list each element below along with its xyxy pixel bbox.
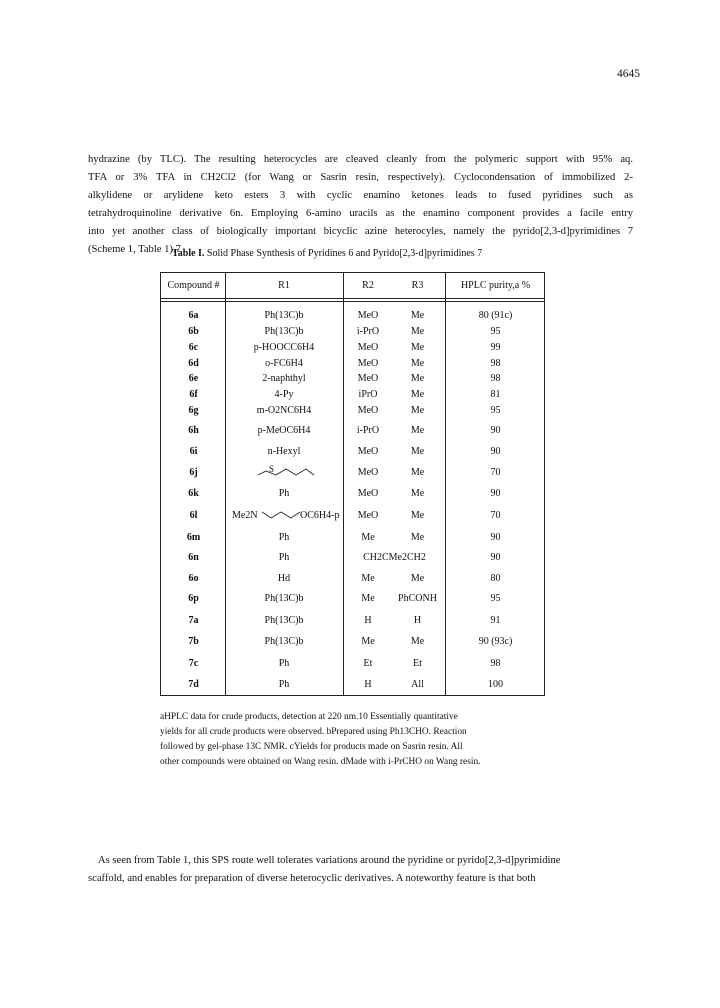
hplc-cell: 100: [488, 679, 503, 690]
compound-cell: 6e: [188, 373, 199, 384]
intro-line: alkylidene or arylidene keto esters 3 with cyclic enamino ketones leads to fused pyridines such as: [88, 190, 633, 201]
hplc-cell: 70: [490, 467, 501, 478]
r1-cell: Ph(13C)b: [264, 593, 304, 604]
r1-cell: o-FC6H4: [265, 358, 303, 369]
footnote-line: other compounds were obtained on Wang resin. dMade with i-PrCHO on Wang resin.: [160, 757, 481, 767]
r3-cell: Me: [410, 310, 425, 321]
r2-cell: MeO: [357, 310, 379, 321]
intro-line: hydrazine (by TLC). The resulting heterocycles are cleaved cleanly from the polymeric support with 95% aq.: [88, 154, 633, 165]
hplc-cell: 95: [490, 326, 501, 337]
compound-cell: 6h: [188, 425, 199, 436]
r2-cell: i-PrO: [356, 326, 380, 337]
hplc-cell: 99: [490, 342, 501, 353]
closing-line: scaffold, and enables for preparation of diverse heterocyclic derivatives. A noteworthy feature is that both: [88, 873, 536, 884]
r2-cell: Me: [361, 532, 375, 543]
r2-cell: MeO: [357, 342, 379, 353]
r1-cell: Ph(13C)b: [264, 615, 304, 626]
hplc-cell: 95: [490, 593, 501, 604]
r1-cell-left: Me2N: [232, 510, 258, 521]
r1-cell: 2-naphthyl: [262, 373, 306, 384]
r2-cell: i-PrO: [356, 425, 380, 436]
compound-cell: 7d: [188, 679, 199, 690]
thioether-chain-icon: [256, 463, 316, 479]
header-r2: R2: [362, 280, 374, 291]
hplc-cell: 90: [490, 532, 501, 543]
r3-cell: Me: [410, 446, 425, 457]
r2-cell: iPrO: [358, 389, 378, 400]
r1-cell: 4-Py: [274, 389, 294, 400]
r1-cell: Ph: [278, 552, 290, 563]
r1-cell: Ph: [278, 488, 290, 499]
compound-cell: 6f: [189, 389, 198, 400]
r2-cell: MeO: [357, 446, 379, 457]
intro-line: tetrahydroquinoline derivative 6n. Employing 6-amino uracils as the enamino component provides a facile entry: [88, 208, 633, 219]
r3-cell: Me: [410, 532, 425, 543]
r3-cell: Et: [413, 658, 422, 669]
r1-cell: Ph: [278, 658, 290, 669]
r2-cell: H: [364, 679, 372, 690]
r3-cell: Me: [410, 358, 425, 369]
r2-r3-cell: CH2CMe2CH2: [363, 552, 426, 563]
compound-cell: 6o: [188, 573, 199, 584]
intro-line: (Scheme 1, Table 1).7: [88, 244, 181, 255]
hplc-cell: 90 (93c): [478, 636, 513, 647]
compound-cell: 7a: [188, 615, 199, 626]
compound-cell: 7b: [188, 636, 199, 647]
r1-cell-right: OC6H4-p: [300, 510, 340, 521]
page-number: 4645: [617, 68, 640, 80]
r1-cell: m-O2NC6H4: [256, 405, 312, 416]
r1-cell: n-Hexyl: [267, 446, 301, 457]
hplc-cell: 98: [490, 358, 501, 369]
hplc-cell: 81: [490, 389, 501, 400]
hplc-cell: 90: [490, 552, 501, 563]
compound-cell: 6b: [188, 326, 199, 337]
compound-cell: 6g: [188, 405, 199, 416]
r3-cell: Me: [410, 488, 425, 499]
compound-cell: 6k: [188, 488, 199, 499]
compound-cell: 7c: [188, 658, 199, 669]
r1-cell: Ph: [278, 532, 290, 543]
hplc-cell: 90: [490, 446, 501, 457]
r1-cell: p-HOOCC6H4: [253, 342, 315, 353]
compound-cell: 6n: [188, 552, 199, 563]
hplc-cell: 98: [490, 373, 501, 384]
header-r1: R1: [278, 280, 290, 291]
r2-cell: MeO: [357, 373, 379, 384]
r3-cell: All: [411, 679, 424, 690]
r2-cell: MeO: [357, 358, 379, 369]
r2-cell: H: [364, 615, 372, 626]
table-caption: [172, 248, 482, 259]
r1-cell: Ph(13C)b: [264, 326, 304, 337]
compound-cell: 6i: [189, 446, 198, 457]
compound-cell: 6a: [188, 310, 199, 321]
hplc-cell: 98: [490, 658, 501, 669]
r1-cell: Hd: [277, 573, 291, 584]
r3-cell: Me: [410, 467, 425, 478]
hplc-cell: 90: [490, 425, 501, 436]
r3-cell: Me: [410, 573, 425, 584]
hplc-cell: 91: [490, 615, 501, 626]
r1-cell: Ph(13C)b: [264, 636, 304, 647]
header-divider: [160, 298, 545, 299]
r2-cell: Me: [361, 573, 375, 584]
intro-paragraph: [88, 151, 633, 259]
hplc-cell: 80 (91c): [478, 310, 513, 321]
alkyl-chain-icon: [262, 508, 300, 520]
r3-cell: Me: [410, 389, 425, 400]
r2-cell: MeO: [357, 467, 379, 478]
compound-cell: 6c: [188, 342, 199, 353]
r3-cell: Me: [410, 405, 425, 416]
r2-cell: Me: [361, 636, 375, 647]
compound-cell: 6m: [186, 532, 201, 543]
footnote-line: yields for all crude products were observed. bPrepared using Ph13CHO. Reaction: [160, 727, 467, 737]
compound-cell: 6d: [188, 358, 199, 369]
header-r3: R3: [411, 280, 424, 291]
table-footnote: [160, 710, 550, 770]
r1-cell: p-MeOC6H4: [257, 425, 311, 436]
r3-cell: Me: [410, 342, 425, 353]
r1-cell: Ph(13C)b: [264, 310, 304, 321]
header-divider: [160, 301, 545, 302]
compound-cell: 6p: [188, 593, 199, 604]
r3-cell: Me: [410, 510, 425, 521]
table-caption-text: Solid Phase Synthesis of Pyridines 6 and Pyrido[2,3-d]pyrimidines 7: [206, 248, 483, 259]
hplc-cell: 90: [490, 488, 501, 499]
compound-cell: 6l: [189, 510, 198, 521]
footnote-line: followed by gel-phase 13C NMR. cYields for products made on Sasrin resin. All: [160, 742, 463, 752]
table-caption-label: Table I.: [172, 248, 205, 259]
r2-cell: MeO: [357, 510, 379, 521]
r3-cell: Me: [410, 636, 425, 647]
hplc-cell: 80: [490, 573, 501, 584]
r1-cell: Ph: [278, 679, 290, 690]
intro-line: into yet another class of biologically important bicyclic azine heterocyles, namely the pyrido[2,3-d]pyrimidines 7: [88, 226, 633, 237]
r2-cell: MeO: [357, 488, 379, 499]
r3-cell: Me: [410, 326, 425, 337]
r2-cell: Me: [361, 593, 375, 604]
closing-line: As seen from Table 1, this SPS route well tolerates variations around the pyridine or pyrido[2,3-d]pyrimidine: [98, 855, 561, 866]
intro-line: TFA or 3% TFA in CH2Cl2 (for Wang or Sasrin resin, respectively). Cyclocondensation of immobilized 2-: [88, 172, 633, 183]
r2-cell: Et: [363, 658, 373, 669]
header-compound: Compound #: [167, 280, 220, 291]
hplc-cell: 70: [490, 510, 501, 521]
r3-cell: H: [413, 615, 422, 626]
r3-cell: PhCONH: [398, 593, 437, 604]
r1-cell: S: [269, 464, 275, 474]
r3-cell: Me: [410, 425, 425, 436]
header-hplc: HPLC purity,a %: [460, 280, 531, 291]
footnote-line: aHPLC data for crude products, detection at 220 nm.10 Essentially quantitative: [160, 712, 458, 722]
closing-paragraph: [88, 852, 648, 888]
r2-cell: MeO: [357, 405, 379, 416]
hplc-cell: 95: [490, 405, 501, 416]
r3-cell: Me: [410, 373, 425, 384]
compound-cell: 6j: [189, 467, 198, 478]
